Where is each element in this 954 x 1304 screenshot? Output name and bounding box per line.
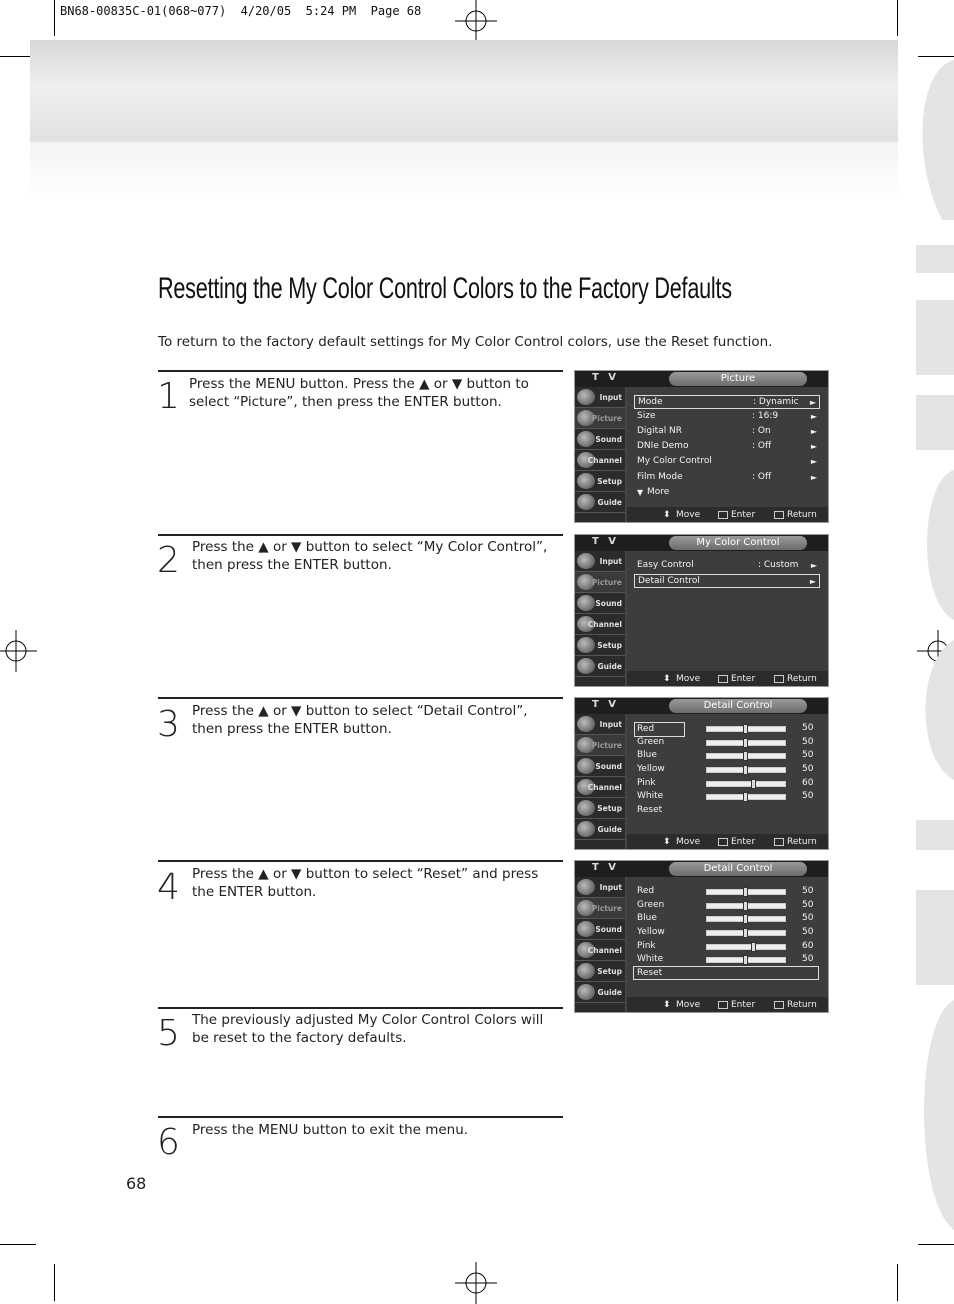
step-number: 6 [157,1122,180,1163]
level-bar [706,794,786,800]
osd-sidebar-item-guide: Guide [575,819,625,840]
osd-row: My Color Control ► [637,456,817,466]
step-divider [158,370,563,372]
enter-icon [718,1001,728,1009]
osd-panel [627,387,829,507]
guide-icon [577,984,595,1000]
osd-color-row: Blue 50 [637,913,814,923]
step-text: Press the MENU button. Press the ▲ or ▼ button to select “Picture”, then press the ENTER button. [189,376,529,410]
step-divider [158,1116,563,1118]
return-icon [774,1001,784,1009]
osd-sidebar-item-picture: Picture [575,735,625,756]
osd-sidebar-item-setup: Setup [575,635,625,656]
osd-menu-title: Detail Control [669,699,807,713]
move-icon: ⬍ [663,1000,671,1010]
setup-icon [577,473,595,489]
crop-mark [0,1244,36,1245]
osd-row: Easy Control : Custom ► [637,560,817,570]
osd-sidebar-item-input: Input [575,877,625,898]
level-bar [706,944,786,950]
step-divider [158,1007,563,1009]
osd-topbar [575,698,828,714]
arrow-right-icon: ► [810,561,817,570]
level-bar [706,781,786,787]
osd-sidebar-item-input: Input [575,387,625,408]
osd-color-row: Red 50 [634,722,820,736]
intro-text: To return to the factory default settings for My Color Control colors, use the Reset function. [158,334,773,350]
osd-tv-label: T V [592,372,620,383]
sound-icon [577,758,595,774]
osd-color-row: White 50 [637,954,814,964]
osd-row: Mode : Dynamic ► [634,395,820,409]
osd-sidebar-item-picture: Picture [575,572,625,593]
osd-row: DNIe Demo : Off ► [637,441,817,451]
osd-panel [627,714,829,834]
osd-sidebar-item-input: Input [575,714,625,735]
osd-sidebar [575,551,625,687]
osd-color-row: Blue 50 [637,750,814,760]
osd-sidebar-item-guide: Guide [575,982,625,1003]
level-bar [706,957,786,963]
osd-color-row: Pink 60 [637,941,814,951]
step-divider [158,860,563,862]
osd-screen-detail-control-reset [574,860,829,1013]
crop-mark [897,1264,898,1301]
return-icon [774,511,784,519]
step-text: Press the ▲ or ▼ button to select “Detail Control”, then press the ENTER button. [192,703,528,737]
input-icon [577,716,595,732]
sound-icon [577,431,595,447]
step-number: 5 [157,1013,180,1054]
osd-bottombar: ⬍ Move Enter Return [627,834,829,850]
osd-sidebar [575,714,625,850]
osd-sidebar-item-setup: Setup [575,471,625,492]
input-icon [577,553,595,569]
osd-screen-picture [574,370,829,523]
step-text: Press the ▲ or ▼ button to select “My Color Control”, then press the ENTER button. [192,539,548,573]
step-number: 3 [157,704,180,745]
osd-color-row: Yellow 50 [637,927,814,937]
level-bar [706,726,786,732]
osd-panel [627,877,829,997]
arrow-right-icon: ► [810,427,817,436]
osd-sidebar-item-guide: Guide [575,492,625,513]
registration-mark-icon [455,0,497,42]
step-divider [158,534,563,536]
enter-icon [718,511,728,519]
setup-icon [577,963,595,979]
move-icon: ⬍ [663,674,671,684]
osd-color-row: White 50 [637,791,814,801]
osd-sidebar [575,877,625,1013]
arrow-right-icon: ► [810,457,817,466]
osd-row: Digital NR : On ► [637,426,817,436]
step-divider [158,697,563,699]
side-decoration [912,40,954,1250]
osd-color-row: Red 50 [637,886,814,896]
move-icon: ⬍ [663,837,671,847]
osd-sidebar [575,387,625,523]
osd-tv-label: T V [592,699,620,710]
osd-topbar [575,371,828,387]
osd-menu-title: My Color Control [669,536,807,550]
osd-sidebar-item-channel: Channel [575,614,625,635]
osd-color-row: Pink 60 [637,778,814,788]
setup-icon [577,800,595,816]
osd-bottombar: ⬍ Move Enter Return [627,997,829,1013]
header-banner-fade [30,142,898,202]
osd-reset-row: Reset [637,805,663,815]
step-number: 2 [157,540,180,581]
input-icon [577,389,595,405]
step-text: The previously adjusted My Color Control Colors will be reset to the factory defaults. [192,1012,544,1046]
return-icon [774,675,784,683]
osd-row-more: ▼ More [637,487,670,497]
osd-menu-title: Picture [669,372,807,386]
step-number: 1 [157,376,180,417]
osd-topbar [575,535,828,551]
osd-sidebar-item-picture: Picture [575,408,625,429]
page-title: Resetting the My Color Control Colors to the Factory Defaults [158,272,732,305]
osd-sidebar-item-picture: Picture [575,898,625,919]
osd-sidebar-item-channel: Channel [575,777,625,798]
step-text: Press the MENU button to exit the menu. [192,1122,469,1138]
page-number: 68 [126,1174,147,1193]
move-icon: ⬍ [663,510,671,520]
osd-sidebar-item-input: Input [575,551,625,572]
arrow-right-icon: ► [809,577,816,586]
osd-sidebar-item-sound: Sound [575,593,625,614]
step-text: Press the ▲ or ▼ button to select “Reset” and press the ENTER button. [192,866,539,900]
crop-mark [897,0,898,36]
crop-mark [54,1264,55,1301]
osd-screen-detail-control [574,697,829,850]
osd-sidebar-item-sound: Sound [575,919,625,940]
osd-row: Size : 16:9 ► [637,411,817,421]
osd-panel [627,551,829,671]
arrow-down-icon: ▼ [637,488,644,497]
sound-icon [577,921,595,937]
osd-sidebar-item-channel: Channel [575,940,625,961]
level-bar [706,740,786,746]
arrow-right-icon: ► [810,412,817,421]
enter-icon [718,838,728,846]
print-header-meta: BN68-00835C-01(068~077) 4/20/05 5:24 PM Page 68 [60,4,422,18]
osd-sidebar-item-channel: Channel [575,450,625,471]
guide-icon [577,821,595,837]
guide-icon [577,494,595,510]
osd-menu-title: Detail Control [669,862,807,876]
header-banner [30,40,898,142]
osd-topbar [575,861,828,877]
step-number: 4 [157,867,180,908]
guide-icon [577,658,595,674]
osd-bottombar: ⬍ Move Enter Return [627,507,829,523]
osd-sidebar-item-guide: Guide [575,656,625,677]
level-bar [706,916,786,922]
osd-color-row: Green 50 [637,737,814,747]
setup-icon [577,637,595,653]
sound-icon [577,595,595,611]
arrow-right-icon: ► [809,398,816,407]
osd-bottombar: ⬍ Move Enter Return [627,671,829,687]
level-bar [706,767,786,773]
osd-row: Detail Control ► [634,574,820,588]
osd-sidebar-item-setup: Setup [575,798,625,819]
osd-tv-label: T V [592,862,620,873]
registration-mark-icon [0,630,37,672]
input-icon [577,879,595,895]
osd-reset-row: Reset [633,966,819,980]
osd-row: Film Mode : Off ► [637,472,817,482]
registration-mark-icon [455,1262,497,1304]
osd-screen-my-color-control [574,534,829,687]
arrow-right-icon: ► [810,473,817,482]
osd-sidebar-item-sound: Sound [575,429,625,450]
osd-sidebar-item-setup: Setup [575,961,625,982]
arrow-right-icon: ► [810,442,817,451]
enter-icon [718,675,728,683]
osd-color-row: Green 50 [637,900,814,910]
crop-mark [54,0,55,36]
osd-tv-label: T V [592,536,620,547]
level-bar [706,889,786,895]
osd-sidebar-item-sound: Sound [575,756,625,777]
osd-color-row: Yellow 50 [637,764,814,774]
level-bar [706,930,786,936]
level-bar [706,753,786,759]
level-bar [706,903,786,909]
return-icon [774,838,784,846]
